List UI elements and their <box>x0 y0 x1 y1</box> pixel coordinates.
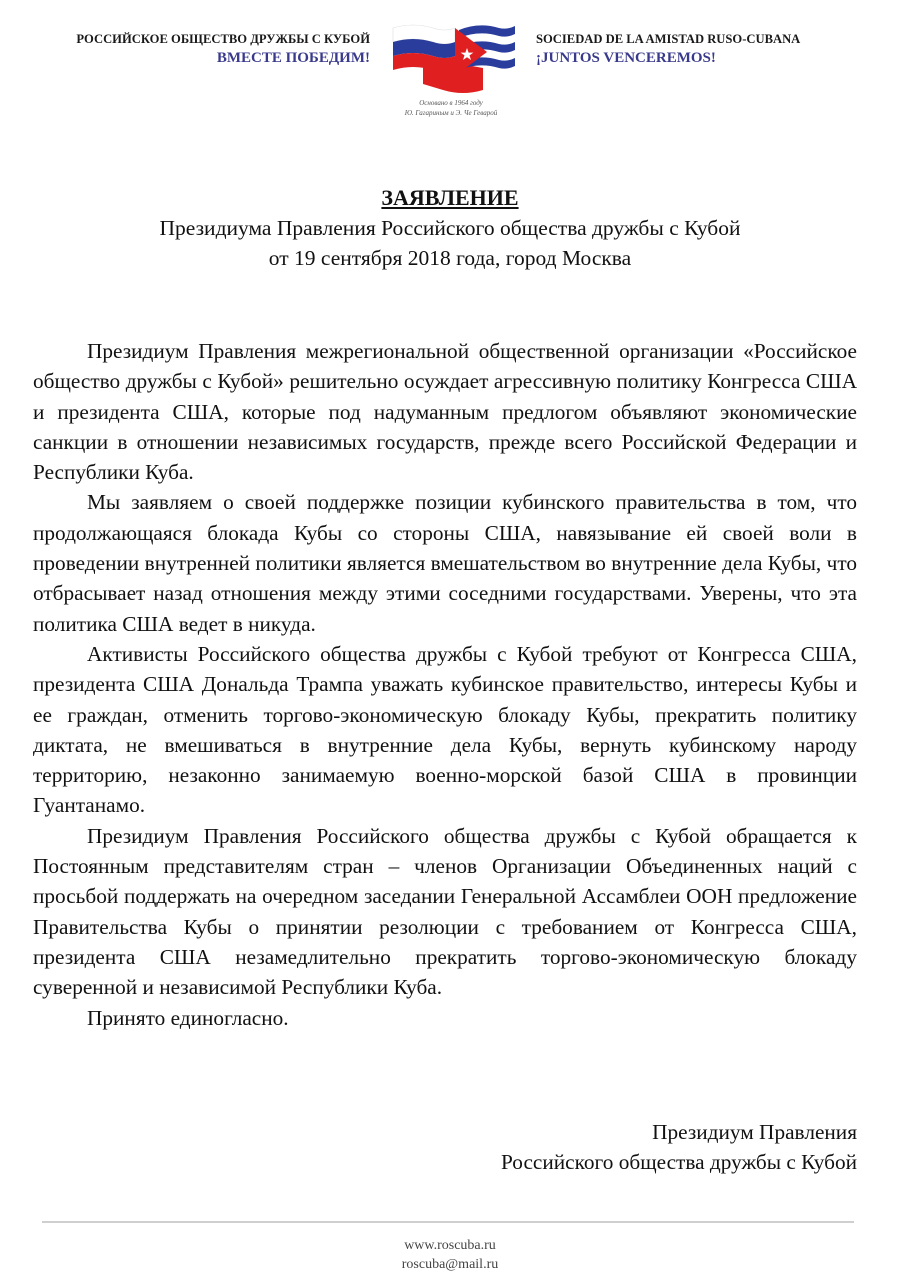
org-name-ru: РОССИЙСКОЕ ОБЩЕСТВО ДРУЖБЫ С КУБОЙ <box>76 32 370 46</box>
document-body <box>33 336 857 1033</box>
header-left <box>76 30 370 68</box>
logo-caption <box>376 98 526 118</box>
document-title: ЗАЯВЛЕНИЕ <box>381 185 519 210</box>
document-heading <box>0 183 900 273</box>
paragraph: Президиум Правления Российского общества дружбы с Кубой обращается к Постоянным представителям стран – членов Организации Объединенных наций с просьбой поддержать на очередном заседании Генеральной Ассамблеи ООН предложение Правительства Кубы о принятии резолюции с требованием от Конгресса США, президента США незамедлительно прекратить торгово-экономическую блокаду суверенной и независимой Республики Куба. <box>33 823 857 1000</box>
footer-divider <box>42 1221 854 1223</box>
logo-caption-line1: Основано в 1964 году <box>419 99 483 107</box>
paragraph: Президиум Правления межрегиональной общественной организации «Российское общество дружбы с Кубой» решительно осуждает агрессивную политику Конгресса США и президента США, которые под надуманным предлогом объявляют экономические санкции в отношении независимых государств, прежде всего Российской Федерации и Республики Куба. <box>33 339 857 485</box>
signature-line2: Российского общества дружбы с Кубой <box>500 1150 857 1174</box>
document-subtitle-line2: от 19 сентября 2018 года, город Москва <box>268 246 632 270</box>
signature-line1: Президиум Правления <box>652 1120 857 1144</box>
footer <box>0 1236 900 1274</box>
slogan-es: ¡JUNTOS VENCEREMOS! <box>536 50 716 66</box>
paragraph: Принято единогласно. <box>87 1005 289 1030</box>
paragraph: Активисты Российского общества дружбы с Кубой требуют от Конгресса США, президента США Дональда Трампа уважать кубинское правительство, интересы Кубы и ее граждан, отменить торгово-экономическую блокаду Кубы, прекратить политику диктата, не вмешиваться в внутренние дела Кубы, вернуть кубинскому народу территорию, незаконно занимаемую военно-морской базой США в провинции Гуантанамо. <box>33 641 857 818</box>
slogan-ru: ВМЕСТЕ ПОБЕДИМ! <box>216 50 370 66</box>
signature-block <box>501 1117 857 1177</box>
footer-email[interactable]: roscuba@mail.ru <box>401 1257 499 1272</box>
footer-website[interactable]: www.roscuba.ru <box>404 1238 496 1253</box>
paragraph: Мы заявляем о своей поддержке позиции кубинского правительства в том, что продолжающаяся блокада Кубы со стороны США, навязывание ей своей воли в проведении внутренней политики является вмешательством во внутренние дела Кубы, что отбрасывает назад отношения между этими соседними государствами. Уверены, что эта политика США ведет в никуда. <box>33 490 857 636</box>
logo-caption-line2: Ю. Гагариным и Э. Че Геварой <box>404 109 498 117</box>
org-name-es: SOCIEDAD DE LA AMISTAD RUSO-CUBANA <box>536 32 801 46</box>
document-subtitle-line1: Президиума Правления Российского общества дружбы с Кубой <box>159 216 741 240</box>
header-right <box>536 30 800 68</box>
